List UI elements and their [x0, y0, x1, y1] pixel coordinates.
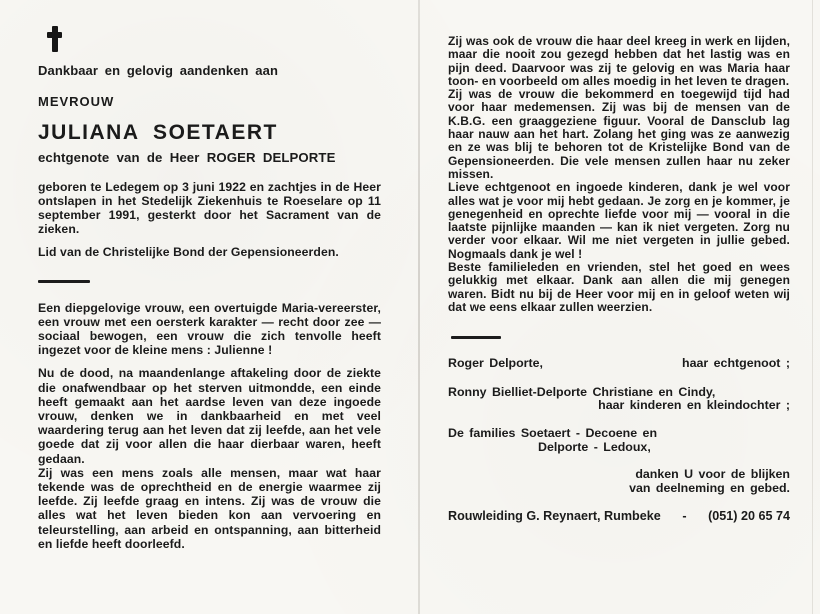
eulogy-paragraph: Zij was de vrouw die bekommerd en toegewijd tijd had voor haar medemensen. Zij was bij de mensen van de K.B.G. een graaggeziene figuur. Vooral de Dansclub lag haar nauw aan het hart. Zolang het ging was ze aanwezig en ze was blij te behoren tot de Kristelijke Bond van de Gepensioneerden. Die vele mensen zullen haar nu zeker missen.	[448, 87, 790, 181]
page-edge-line	[812, 0, 813, 614]
thanks-line1: danken U voor de blijken	[635, 467, 790, 482]
children-role: haar kinderen en kleindochter ;	[598, 398, 790, 413]
eulogy-paragraph: Zij was een mens zoals alle mensen, maar wat haar tekende was de oprechtheid en de energie waarmee zij leefde. Zij leefde graag en intens. Zij was de vrouw die alles wat het leven bieden kon aan vervoering en teleurstelling, aan arbeid en ontspanning, aan bitterheid en liefde heeft doorleefd.	[38, 465, 381, 551]
section-divider	[451, 336, 501, 339]
husband-role: haar echtgenoot ;	[682, 356, 790, 371]
eulogy-paragraph: Zij was ook de vrouw die haar deel kreeg in werk en lijden, maar die nooit zou gezegd hebben dat het lastig was en pijn deed. Daarvoor was zij te gelovig en was Maria haar toon- en voorbeeld om alles moedig in het leven te dragen.	[448, 34, 790, 88]
life-dates-paragraph: geboren te Ledegem op 3 juni 1922 en zachtjes in de Heer ontslapen in het Stedelijk Ziekenhuis te Roeselare op 11 september 1991, gesterkt door het Sacrament van de zieken.	[38, 179, 381, 237]
eulogy-paragraph: Een diepgelovige vrouw, een overtuigde Maria-vereerster, een vrouw met een oersterk karakter — recht door zee — sociaal bewogen, een vrouw die zich tenvolle heeft ingezet voor de kleine mens : Julienne !	[38, 300, 381, 358]
right-page	[448, 0, 790, 523]
families-acknowledgement	[448, 427, 790, 454]
intro-line: Dankbaar en gelovig aandenken aan	[38, 63, 278, 78]
section-divider	[38, 280, 90, 283]
farewell-paragraph: Lieve echtgenoot en ingoede kinderen, dank je wel voor alles wat je voor mij hebt gedaan. Je zorg en je kommer, je genegenheid en oprechte liefde voor mij — vooral in die laatste pijnlijke maanden — kan ik niet vergeten. Zorg nu verder voor elkaar. Wil me niet vergeten in jullie gebed. Nogmaals dank je wel !	[448, 180, 790, 261]
funeral-line-separator: -	[682, 508, 687, 523]
families-line2: Delporte - Ledoux,	[538, 439, 651, 454]
thanks-line2: van deelneming en gebed.	[629, 481, 790, 496]
families-line1: De families Soetaert - Decoene en	[448, 426, 658, 441]
spouse-line: echtgenote van de Heer ROGER DELPORTE	[38, 150, 336, 166]
children-names: Ronny Bielliet-Delporte Christiane en Cindy,	[448, 384, 716, 399]
cross-icon	[47, 26, 62, 52]
thanks-note	[448, 467, 790, 495]
membership-line: Lid van de Christelijke Bond der Gepensioneerden.	[38, 245, 339, 260]
funeral-director-line	[448, 509, 790, 523]
children-acknowledgement	[448, 386, 790, 413]
title-prefix: MEVROUW	[38, 94, 115, 110]
page-fold-divider	[418, 0, 420, 614]
eulogy-paragraph: Nu de dood, na maandenlange aftakeling door de ziekte die onafwendbaar op het sterven uitmondde, een einde heeft gemaakt aan het aardse leven van deze ingoede vrouw, denken we in dankbaarheid en met veel waardering terug aan het leven dat zij leefde, aan het vele goede dat zij voor allen die haar dierbaar waren, heeft gedaan.	[38, 366, 381, 466]
husband-acknowledgement	[448, 357, 790, 371]
husband-name: Roger Delporte,	[448, 356, 543, 371]
funeral-director-name: Rouwleiding G. Reynaert, Rumbeke	[448, 508, 661, 523]
farewell-paragraph: Beste familieleden en vrienden, stel het goed en wees gelukkig met elkaar. Dank aan allen die mij genegen waren. Bidt nu bij de Heer voor mij en in geloof weten wij dat we eens elkaar zullen weerzien.	[448, 260, 790, 314]
left-page	[38, 0, 381, 551]
funeral-director-phone: (051) 20 65 74	[708, 508, 790, 523]
deceased-name: JULIANA SOETAERT	[38, 121, 278, 145]
